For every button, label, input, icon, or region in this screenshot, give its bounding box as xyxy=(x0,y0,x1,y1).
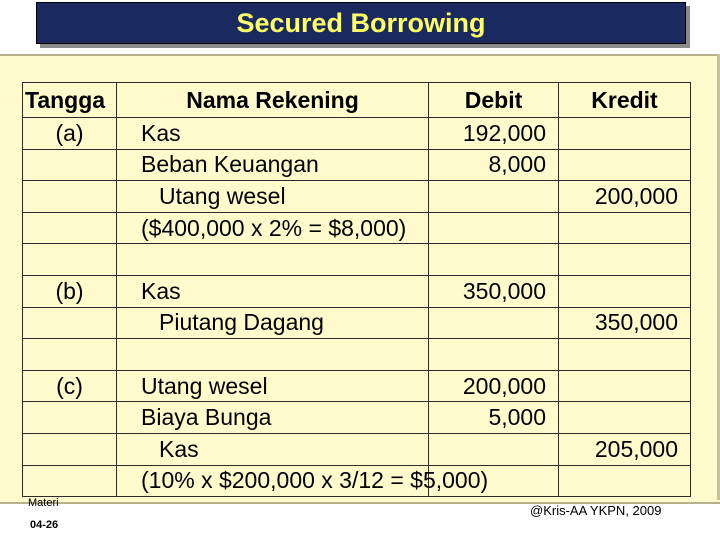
table-row xyxy=(23,433,691,465)
cell-debit xyxy=(429,339,559,371)
title-banner xyxy=(36,2,686,44)
table-row xyxy=(23,149,691,181)
cell-account: Kas xyxy=(117,433,429,465)
slide-number: 04-26 xyxy=(30,519,59,531)
footer-materi-label: Materi xyxy=(28,497,59,509)
table-header-row xyxy=(23,83,691,118)
cell-debit: 5,000 xyxy=(429,402,559,434)
table-row xyxy=(23,307,691,339)
cell-kredit xyxy=(559,244,691,276)
cell-kredit xyxy=(559,402,691,434)
cell-account xyxy=(117,339,429,371)
cell-account: Piutang Dagang xyxy=(117,307,429,339)
cell-debit: 8,000 xyxy=(429,149,559,181)
table-row xyxy=(23,275,691,307)
cell-date xyxy=(23,244,117,276)
cell-kredit xyxy=(559,465,691,497)
cell-date: (c) xyxy=(23,370,117,402)
cell-date: (b) xyxy=(23,275,117,307)
slide-title: Secured Borrowing xyxy=(236,7,486,38)
cell-kredit xyxy=(559,212,691,244)
cell-debit xyxy=(429,181,559,213)
table-row xyxy=(23,402,691,434)
cell-kredit: 200,000 xyxy=(559,181,691,213)
cell-debit: 200,000 xyxy=(429,370,559,402)
cell-account: Utang wesel xyxy=(117,181,429,213)
cell-date xyxy=(23,181,117,213)
cell-date xyxy=(23,402,117,434)
cell-kredit xyxy=(559,370,691,402)
footer-credit: @Kris-AA YKPN, 2009 xyxy=(530,503,662,518)
cell-debit xyxy=(429,212,559,244)
cell-debit xyxy=(429,433,559,465)
table-row xyxy=(23,244,691,276)
cell-kredit: 205,000 xyxy=(559,433,691,465)
cell-kredit xyxy=(559,275,691,307)
cell-account: Beban Keuangan xyxy=(117,149,429,181)
cell-kredit xyxy=(559,149,691,181)
cell-date: (a) xyxy=(23,118,117,150)
header-kredit: Kredit xyxy=(559,83,691,118)
table-row xyxy=(23,181,691,213)
cell-date xyxy=(23,307,117,339)
cell-account: Utang wesel xyxy=(117,370,429,402)
cell-date xyxy=(23,149,117,181)
header-date: Tangga xyxy=(23,83,117,118)
cell-date xyxy=(23,433,117,465)
cell-account: Biaya Bunga xyxy=(117,402,429,434)
cell-kredit xyxy=(559,118,691,150)
table-row xyxy=(23,370,691,402)
header-debit: Debit xyxy=(429,83,559,118)
cell-kredit: 350,000 xyxy=(559,307,691,339)
journal-table xyxy=(22,82,691,497)
cell-account: Kas xyxy=(117,118,429,150)
table-row xyxy=(23,118,691,150)
cell-date xyxy=(23,465,117,497)
cell-account xyxy=(117,244,429,276)
header-account-name: Nama Rekening xyxy=(117,83,429,118)
cell-account: ($400,000 x 2% = $8,000) xyxy=(117,212,429,244)
cell-debit: 350,000 xyxy=(429,275,559,307)
cell-debit: 192,000 xyxy=(429,118,559,150)
cell-debit xyxy=(429,244,559,276)
cell-date xyxy=(23,212,117,244)
cell-account: (10% x $200,000 x 3/12 = $5,000) xyxy=(117,465,429,497)
cell-debit xyxy=(429,307,559,339)
cell-date xyxy=(23,339,117,371)
table-row xyxy=(23,465,691,497)
table-row xyxy=(23,339,691,371)
cell-account: Kas xyxy=(117,275,429,307)
table-row xyxy=(23,212,691,244)
cell-kredit xyxy=(559,339,691,371)
